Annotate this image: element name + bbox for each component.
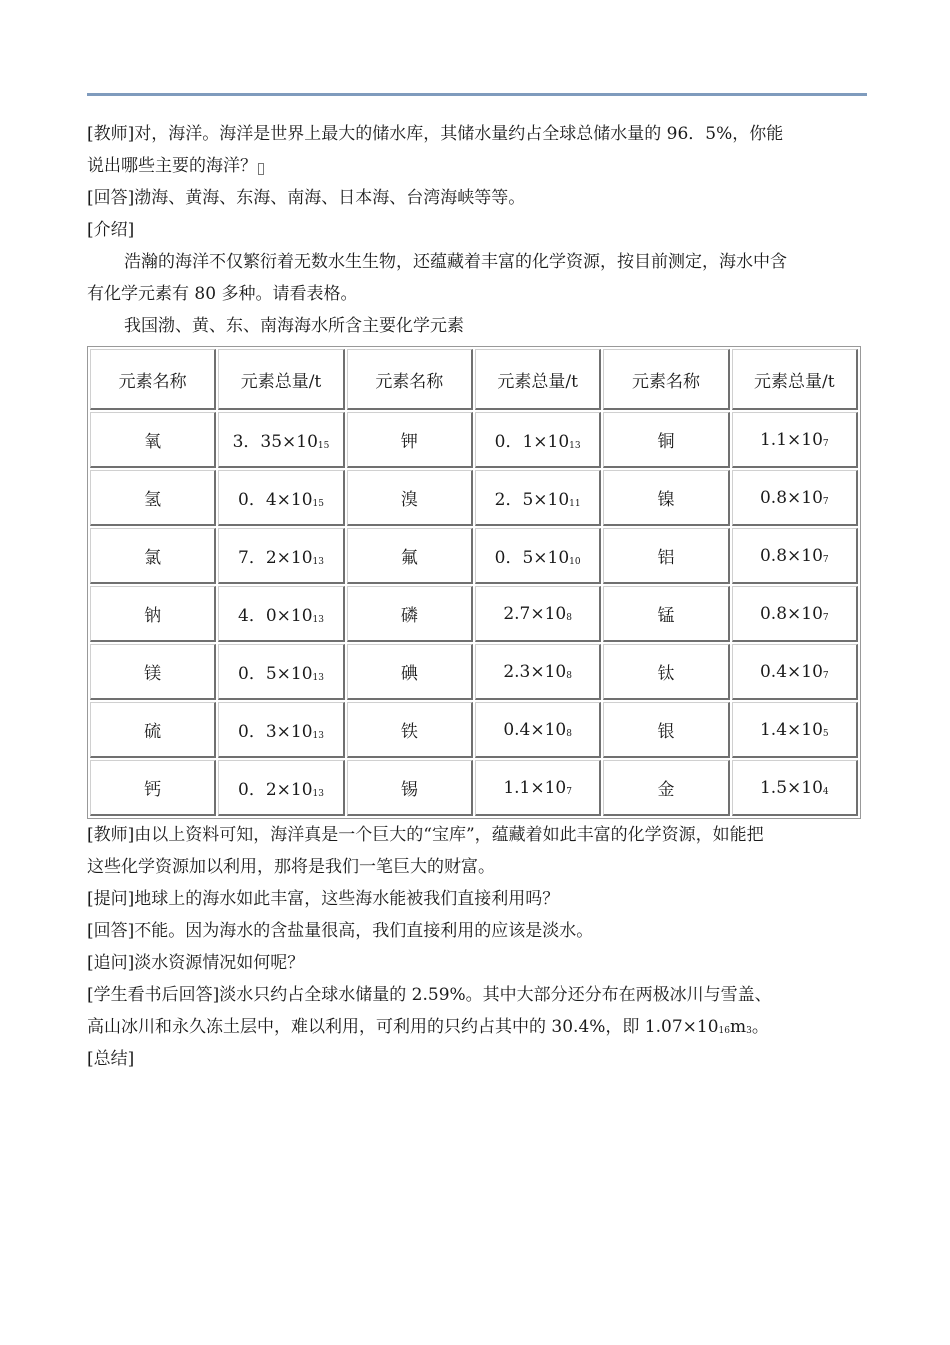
element-name-cell: 银 (603, 702, 729, 758)
amount-mantissa: 0.8×10 (759, 487, 823, 508)
element-name-cell: 锡 (347, 760, 473, 816)
element-name-cell: 钙 (90, 760, 216, 816)
paragraph-student-answer: [学生看书后回答]淡水只约占全球水储量的 2.59%。其中大部分还分布在两极冰川与雪盖、 (87, 985, 772, 1005)
element-name-cell: 铁 (347, 702, 473, 758)
amount-mantissa: 0.8×10 (759, 545, 823, 566)
amount-mantissa: 3．35×10 (232, 432, 318, 452)
element-name-cell: 氟 (347, 528, 473, 584)
element-amount-cell (218, 412, 344, 468)
element-amount-cell (475, 644, 601, 700)
element-name-cell: 碘 (347, 644, 473, 700)
element-amount-cell (218, 586, 344, 642)
amount-mantissa: 0.4×10 (503, 719, 567, 740)
element-amount-cell (732, 644, 858, 700)
paragraph-teacher-2: [教师]由以上资料可知，海洋真是一个巨大的“宝库”，蕴藏着如此丰富的化学资源，如能把 (87, 825, 764, 845)
amount-mantissa: 1.4×10 (759, 719, 823, 740)
table-row (90, 470, 858, 526)
paragraph-student-answer-cont: 高山冰川和永久冻土层中，难以利用，可利用的只约占其中的 30.4%，即 $1.07\times 10_{16}m_3$。 (87, 1017, 769, 1037)
amount-exponent: 13 (312, 615, 324, 625)
amount-exponent: 13 (312, 557, 324, 567)
element-name-cell: 氢 (90, 470, 216, 526)
paragraph-question: [提问]地球上的海水如此丰富，这些海水能被我们直接利用吗？ (87, 889, 560, 909)
element-name-cell: 钛 (603, 644, 729, 700)
table-row (90, 702, 858, 758)
table-header-row (90, 349, 858, 410)
element-name-cell: 钠 (90, 586, 216, 642)
header-rule (87, 93, 867, 96)
amount-mantissa: 0．5×10 (238, 664, 313, 684)
element-name-cell: 氧 (90, 412, 216, 468)
paragraph-teacher-2-cont: 这些化学资源加以利用，那将是我们一笔巨大的财富。 (87, 857, 495, 877)
paragraph-summary-label: [总结] (87, 1049, 135, 1069)
element-name-cell: 镁 (90, 644, 216, 700)
amount-exponent: 7 (822, 438, 829, 449)
amount-exponent: 8 (566, 612, 572, 623)
amount-exponent: 5 (822, 728, 829, 739)
element-amount-cell (475, 412, 601, 468)
amount-exponent: 7 (822, 612, 829, 623)
paragraph-teacher-1-cont: 说出哪些主要的海洋？ (87, 150, 867, 182)
amount-exponent: 15 (312, 499, 324, 509)
element-name-cell: 氯 (90, 528, 216, 584)
amount-mantissa: 2．5×10 (494, 490, 570, 510)
table-header-cell: 元素名称 (603, 349, 729, 410)
table-header-cell: 元素名称 (90, 349, 216, 410)
table-row (90, 412, 858, 468)
element-amount-cell (732, 528, 858, 584)
table-row (90, 644, 858, 700)
amount-mantissa: 0．1×10 (494, 432, 570, 452)
amount-mantissa: 2.3×10 (503, 661, 567, 682)
amount-mantissa: 1.1×10 (759, 429, 823, 450)
element-amount-cell (218, 470, 344, 526)
element-name-cell: 溴 (347, 470, 473, 526)
table-row (90, 586, 858, 642)
paragraph-intro-cont: 有化学元素有 80 多种。请看表格。 (87, 284, 358, 304)
amount-mantissa: 4．0×10 (238, 606, 313, 626)
amount-exponent: 13 (312, 789, 324, 799)
element-name-cell: 硫 (90, 702, 216, 758)
element-amount-cell (732, 702, 858, 758)
element-amount-cell (475, 702, 601, 758)
missing-glyph-icon (258, 163, 264, 175)
element-name-cell: 锰 (603, 586, 729, 642)
amount-exponent: 13 (569, 441, 581, 451)
amount-mantissa: 0．4×10 (238, 490, 313, 510)
amount-mantissa: 1.5×10 (759, 777, 823, 798)
amount-exponent: 7 (822, 670, 829, 681)
amount-mantissa: 2.7×10 (503, 603, 567, 624)
element-name-cell: 金 (603, 760, 729, 816)
paragraph-followup: [追问]淡水资源情况如何呢？ (87, 953, 305, 973)
paragraph-teacher-1: [教师]对，海洋。海洋是世界上最大的储水库，其储水量约占全球总储水量的 96．5%，你能 (87, 124, 784, 144)
amount-exponent: 11 (569, 499, 581, 509)
paragraph-intro-label: [介绍] (87, 220, 135, 240)
element-name-cell: 铝 (603, 528, 729, 584)
amount-exponent: 15 (317, 441, 330, 451)
element-name-cell: 镍 (603, 470, 729, 526)
table-caption: 我国渤、黄、东、南海海水所含主要化学元素 (124, 316, 464, 336)
element-amount-cell (475, 470, 601, 526)
element-amount-cell (218, 644, 344, 700)
element-name-cell: 铜 (603, 412, 729, 468)
amount-exponent: 10 (569, 557, 581, 567)
element-amount-cell (475, 760, 601, 816)
table-header-cell: 元素总量/t (218, 349, 344, 410)
amount-exponent: 8 (566, 728, 572, 739)
document-body (87, 118, 867, 1075)
amount-mantissa: 1.1×10 (503, 777, 567, 798)
element-amount-cell (218, 702, 344, 758)
table-row (90, 760, 858, 816)
element-amount-cell (732, 412, 858, 468)
amount-mantissa: 7．2×10 (238, 548, 313, 568)
element-amount-cell (732, 470, 858, 526)
paragraph-answer-1: [回答]渤海、黄海、东海、南海、日本海、台湾海峡等等。 (87, 188, 526, 208)
paragraph-answer-2: [回答]不能。因为海水的含盐量很高，我们直接利用的应该是淡水。 (87, 921, 594, 941)
amount-exponent: 8 (566, 670, 572, 681)
amount-exponent: 13 (312, 673, 324, 683)
amount-mantissa: 0.4×10 (759, 661, 823, 682)
paragraph-intro: 浩瀚的海洋不仅繁衍着无数水生生物，还蕴藏着丰富的化学资源，按目前测定，海水中含 (124, 252, 787, 272)
table-header-cell: 元素总量/t (732, 349, 858, 410)
element-name-cell: 钾 (347, 412, 473, 468)
table-header-cell: 元素总量/t (475, 349, 601, 410)
amount-mantissa: 0．3×10 (238, 722, 313, 742)
amount-mantissa: 0．5×10 (494, 548, 570, 568)
element-name-cell: 磷 (347, 586, 473, 642)
element-amount-cell (732, 760, 858, 816)
amount-mantissa: 0．2×10 (238, 780, 313, 800)
table-row (90, 528, 858, 584)
amount-exponent: 7 (822, 554, 829, 565)
amount-exponent: 7 (822, 496, 829, 507)
element-amount-cell (732, 586, 858, 642)
element-amount-cell (218, 528, 344, 584)
amount-mantissa: 0.8×10 (759, 603, 823, 624)
element-amount-cell (475, 528, 601, 584)
table-header-cell: 元素名称 (347, 349, 473, 410)
amount-exponent: 7 (566, 786, 572, 797)
element-amount-cell (218, 760, 344, 816)
amount-exponent: 4 (822, 786, 829, 797)
element-amount-cell (475, 586, 601, 642)
elements-table (87, 346, 861, 819)
amount-exponent: 13 (312, 731, 324, 741)
